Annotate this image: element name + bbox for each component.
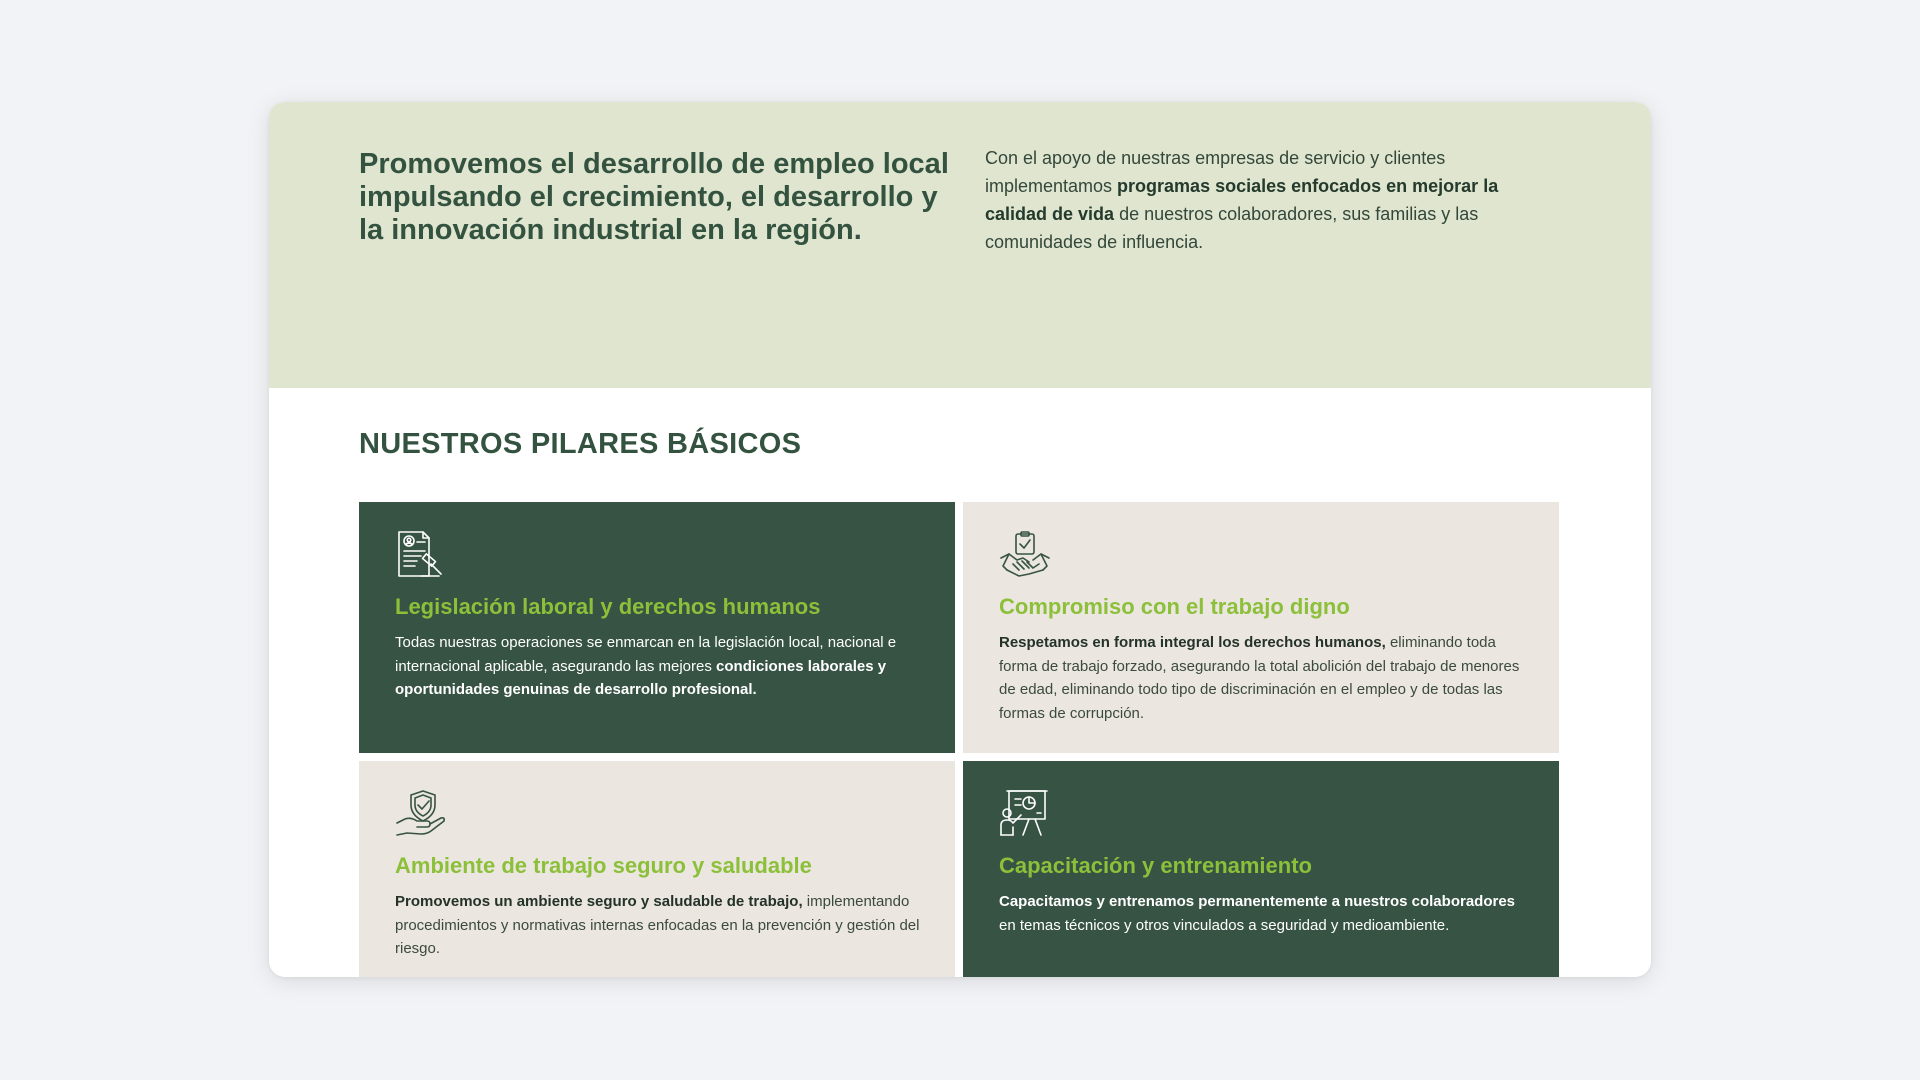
pillar-text-bold: Respetamos en forma integral los derechos humanos, — [999, 634, 1386, 651]
pillar-text-bold: condiciones laborales y oportunidades genuinas de desarrollo profesional. — [395, 657, 887, 698]
hero-section — [269, 102, 1651, 388]
hero-text-part1: Con el apoyo de nuestras empresas de servicio y clientes implementamos — [985, 148, 1446, 196]
pillar-text-bold: Capacitamos y entrenamos permanentemente a nuestros colaboradores — [999, 893, 1516, 910]
hero-text-bold: programas sociales enfocados en mejorar la calidad de vida — [985, 176, 1499, 224]
shield-hand-icon — [395, 789, 447, 839]
pillar-description — [999, 631, 1524, 725]
pillar-title: Capacitación y entrenamiento — [999, 853, 1312, 878]
pillar-title: Compromiso con el trabajo digno — [999, 594, 1350, 619]
pillar-description — [395, 631, 920, 702]
pillar-title: Ambiente de trabajo seguro y saludable — [395, 853, 812, 878]
hero-title: Promovemos el desarrollo de empleo local impulsando el crecimiento, el desarrollo y la innovación industrial en la región. — [359, 148, 949, 246]
pillar-card-capacitacion — [963, 761, 1559, 977]
pillar-card-legislacion — [359, 502, 955, 753]
hero-text-part2: de nuestros colaboradores, sus familias y las comunidades de influencia. — [985, 204, 1479, 252]
pillar-text-part2: implementando procedimientos y normativas internas enfocadas en la prevención y gestión del riesgo. — [395, 893, 920, 957]
presentation-board-icon — [999, 789, 1051, 839]
content-card — [269, 102, 1651, 977]
pillar-text-bold: Promovemos un ambiente seguro y saludable de trabajo, — [395, 893, 803, 910]
hero-description — [985, 144, 1555, 256]
handshake-icon — [999, 530, 1051, 580]
pillar-card-trabajo-digno — [963, 502, 1559, 753]
pillar-description — [395, 890, 920, 961]
pillar-title: Legislación laboral y derechos humanos — [395, 594, 821, 619]
pillar-text-part1: Todas nuestras operaciones se enmarcan en la legislación local, nacional e internacional aplicable, asegurando las mejores — [395, 634, 897, 675]
legal-document-icon — [395, 530, 447, 580]
pillar-description — [999, 890, 1524, 937]
pillar-text-part2: eliminando toda forma de trabajo forzado, asegurando la total abolición del trabajo de menores de edad, eliminando todo tipo de discriminación en el empleo y de todas las formas de corrupción. — [999, 634, 1520, 722]
section-title: NUESTROS PILARES BÁSICOS — [359, 428, 802, 460]
pillar-text-part2: en temas técnicos y otros vinculados a seguridad y medioambiente. — [999, 916, 1450, 934]
pillar-card-ambiente-seguro — [359, 761, 955, 977]
